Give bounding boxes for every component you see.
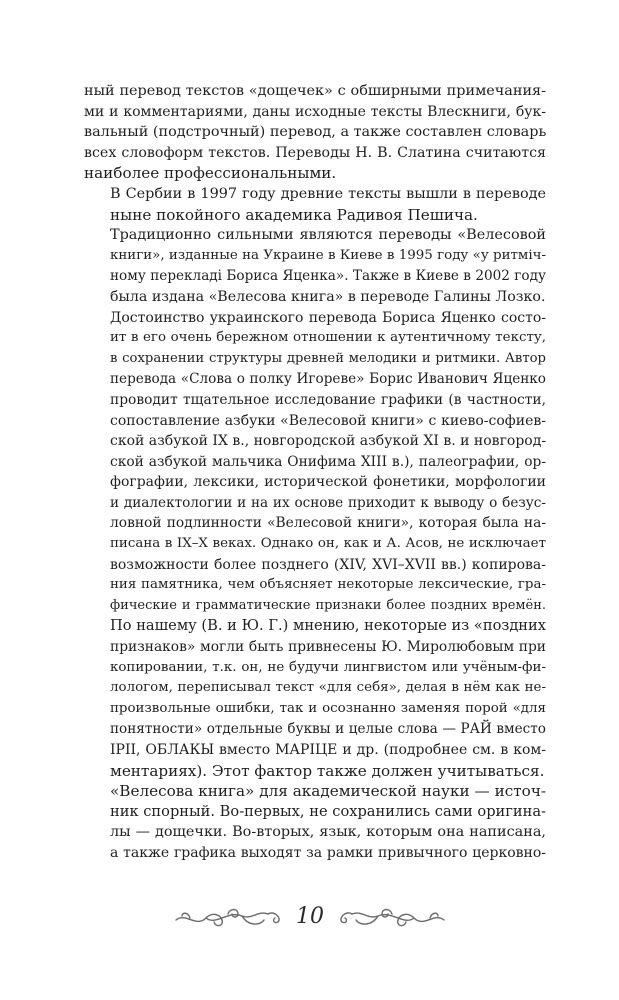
- text-line: Традиционно сильными являются переводы «Велесовой: [110, 227, 546, 244]
- page-body: [84, 81, 546, 864]
- text-line: «Велесова книга» для академической науки — источ-: [110, 782, 546, 801]
- text-line: ми и комментариями, даны исходные тексты Влескниги, бук-: [84, 103, 546, 120]
- text-line: По нашему (В. и Ю. Г.) мнению, некоторые из «поздних: [110, 617, 546, 635]
- text-line: и диалектологии и на их основе приходит к выводу о безус-: [110, 494, 546, 511]
- text-line: произвольные ошибки, так и осознанно заменяя порой «для: [110, 700, 546, 716]
- text-line: вальный (подстрочный) перевод, а также составлен словарь: [84, 124, 547, 141]
- paragraph: [84, 184, 546, 225]
- text-line: ному перекладі Бориса Яценка». Также в Киеве в 2002 году: [110, 268, 546, 285]
- text-line: понятности» отдельные буквы и целые слова — РАЙ вместо: [110, 721, 546, 738]
- text-line: Достоинство украинского перевода Бориса Яценко состо-: [110, 309, 546, 326]
- text-line: а также графика выходят за рамки привычного церковно-: [110, 844, 546, 861]
- text-line: ныне покойного академика Радивоя Пешича.: [110, 205, 478, 224]
- text-line: признаков» могли быть привнесены Ю. Миролюбовым при: [110, 639, 546, 656]
- text-line: ментариях). Этот фактор также должен учитываться.: [110, 761, 545, 780]
- text-line: копировании, т.к. он, не будучи лингвистом или учёным-фи-: [110, 659, 546, 675]
- page-number: 10: [296, 904, 324, 929]
- text-line: ІРІІ, ОБЛАКЫ вместо МАРІЦЕ и др. (подробнее см. в ком-: [110, 742, 546, 758]
- text-line: наиболее профессиональными.: [84, 164, 337, 183]
- text-line: перевода «Слова о полку Игореве» Борис Иванович Яценко: [110, 371, 546, 388]
- paragraph: [84, 308, 546, 782]
- paragraph: [84, 81, 546, 184]
- text-line: ный перевод текстов «дощечек» с обширными примечания-: [84, 83, 546, 99]
- text-line: фографии, лексики, исторической фонетики, морфологии: [110, 474, 546, 491]
- text-line: В Сербии в 1997 году древние тексты вышли в переводе: [110, 185, 546, 202]
- text-line: ской азбукой IX в., новгородской азбукой XI в. и новгород-: [110, 433, 547, 450]
- text-line: всех словоформ текстов. Переводы Н. В. Слатина считаются: [84, 144, 546, 161]
- paragraph: [84, 781, 546, 863]
- text-line: ния памятника, чем объясняет некоторые лексические, гра-: [110, 577, 546, 593]
- page-footer: [172, 900, 448, 936]
- text-line: проводит тщательное исследование графики (в частности,: [110, 391, 546, 408]
- text-line: фические и грамматические признаки более поздних времён.: [110, 597, 546, 613]
- text-line: возможности более позднего (XIV, XVI–XVII вв.) копирова-: [110, 556, 546, 573]
- text-line: писана в IX–X веках. Однако он, как и А. Асов, не исключает: [110, 536, 546, 552]
- text-line: ник спорный. Во-первых, не сохранились сами оригина-: [110, 802, 546, 820]
- text-line: в сохранении структуры древней мелодики и ритмики. Автор: [110, 350, 546, 366]
- text-line: сопоставление азбуки «Велесовой книги» с киево-софиев-: [110, 412, 546, 429]
- text-line: лы — дощечки. Во-вторых, язык, которым она написана,: [110, 824, 546, 841]
- paragraph: [84, 225, 546, 307]
- text-line: ловной подлинности «Велесовой книги», которая была на-: [110, 515, 546, 532]
- text-line: ской азбукой мальчика Онифима XIII в.), палеографии, ор-: [110, 453, 546, 470]
- text-line: была издана «Велесова книга» в переводе Галины Лозко.: [110, 288, 546, 305]
- text-line: ит в его очень бережном отношении к аутентичному тексту,: [110, 330, 546, 346]
- text-line: книги», изданные на Украине в Киеве в 1995 году «у ритміч-: [110, 247, 546, 263]
- text-line: лологом, переписывал текст «для себя», делая в нём как не-: [110, 680, 546, 696]
